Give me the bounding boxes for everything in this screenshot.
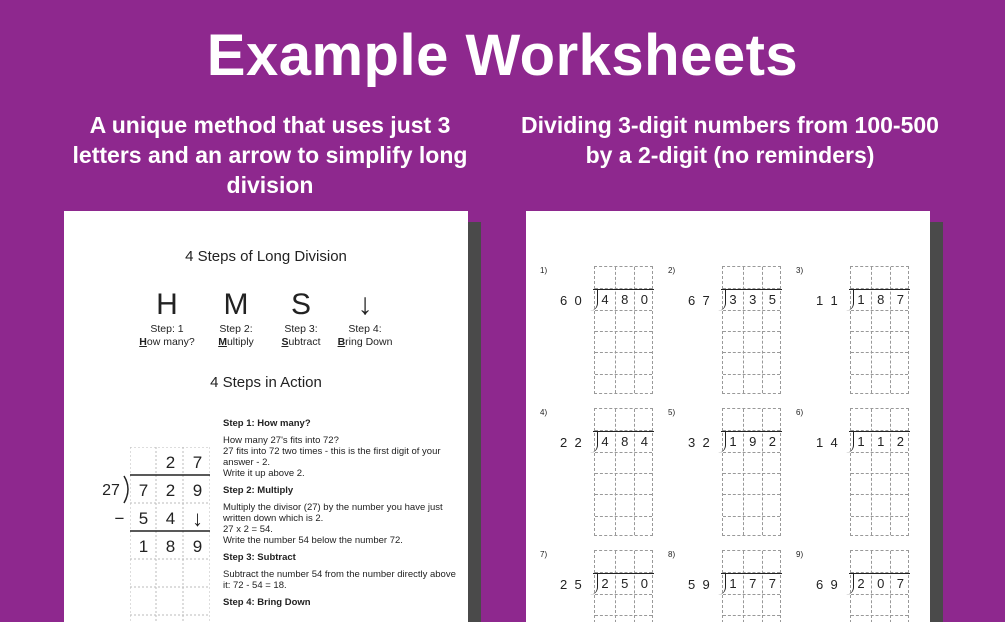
problem-number: 7): [540, 550, 548, 559]
dividend-digit: 4: [601, 292, 609, 307]
problem-number: 9): [796, 550, 804, 559]
dividend-digit: 2: [857, 576, 865, 591]
problem-divisor: 6 9: [816, 577, 838, 592]
dividend-digit: 7: [138, 481, 149, 500]
answer-grid: [594, 408, 653, 536]
action-heading: 4 Steps in Action: [210, 374, 322, 391]
dividend-digit: 0: [640, 576, 648, 591]
division-problem: [796, 408, 924, 548]
division-problem: [540, 550, 668, 622]
dividend-digit: 5: [768, 292, 776, 307]
step-label: Step 3:: [284, 323, 318, 335]
dividend-digit: 7: [896, 576, 904, 591]
answer-grid: [850, 266, 909, 394]
answer-grid: [850, 408, 909, 536]
division-problem: [796, 550, 924, 622]
dividend-digit: 7: [896, 292, 904, 307]
dividend-digit: 1: [729, 434, 737, 449]
problem-number: 8): [668, 550, 676, 559]
steps-heading: 4 Steps of Long Division: [185, 248, 347, 265]
right-subtitle: Dividing 3-digit numbers from 100-500 by a 2-digit (no reminders): [521, 112, 939, 168]
step-initial: H: [139, 336, 147, 348]
step-initial: S: [281, 336, 289, 348]
problem-divisor: 2 2: [560, 435, 582, 450]
step-name: [325, 336, 405, 349]
problem-divisor: 6 7: [688, 293, 710, 308]
difference-digit: 9: [192, 537, 203, 556]
problem-divisor: 3 2: [688, 435, 710, 450]
dividend-digit: 1: [857, 292, 865, 307]
problem-number: 4): [540, 408, 548, 417]
step-symbol: M: [223, 288, 249, 321]
difference-digit: 1: [138, 537, 149, 556]
arrow-down-icon: ↓: [357, 288, 373, 321]
explain-text: Subtract the number 54 from the number directly above it: 72 - 54 = 18.: [223, 569, 456, 591]
step-explanation: [223, 418, 463, 614]
dividend-digit: 3: [749, 292, 757, 307]
answer-grid: [594, 266, 653, 394]
problem-divisor: 2 5: [560, 577, 582, 592]
product-digit: 4: [165, 509, 176, 528]
step-rest: ubtract: [288, 336, 321, 348]
product-digit: 5: [138, 509, 149, 528]
explain-step1-title: Step 1: How many?: [223, 418, 311, 429]
dividend-digit: 0: [640, 292, 648, 307]
quotient-digit: 7: [192, 453, 203, 472]
step-how-many: [127, 287, 207, 349]
dividend-digit: 2: [768, 434, 776, 449]
dividend-digit: 9: [192, 481, 203, 500]
dividend-digit: 8: [621, 434, 629, 449]
right-worksheet-page: [526, 211, 930, 622]
step-rest: ring Down: [345, 336, 393, 348]
explain-text: 27 x 2 = 54.: [223, 524, 273, 535]
dividend-digit: 2: [601, 576, 609, 591]
quotient-digit: 2: [165, 453, 176, 472]
dividend-digit: 7: [768, 576, 776, 591]
explain-step2-title: Step 2: Multiply: [223, 485, 294, 496]
explain-step4-title: Step 4: Bring Down: [223, 597, 311, 608]
dividend-digit: 9: [749, 434, 757, 449]
step-bring-down: [325, 287, 405, 349]
step-label: Step 2:: [219, 323, 253, 335]
right-page-shadow: [930, 222, 943, 622]
dividend-digit: 4: [601, 434, 609, 449]
left-worksheet-page: [64, 211, 468, 622]
explain-text: Write the number 54 below the number 72.: [223, 535, 403, 546]
answer-grid: [594, 550, 653, 622]
answer-grid: [850, 550, 909, 622]
explain-text: How many 27's fits into 72?: [223, 435, 339, 446]
step-rest: ow many?: [146, 336, 195, 348]
division-problem: [540, 408, 668, 548]
dividend-digit: 5: [621, 576, 629, 591]
dividend-digit: 4: [640, 434, 648, 449]
step-label: Step: 1: [150, 323, 184, 335]
step-initial: B: [337, 336, 346, 348]
explain-text: Multiply the divisor (27) by the number you have just written down which is 2.: [223, 502, 443, 524]
dividend-digit: 8: [621, 292, 629, 307]
problem-number: 3): [796, 266, 804, 275]
answer-grid: [722, 266, 781, 394]
problem-divisor: 1 4: [816, 435, 838, 450]
problem-number: 1): [540, 266, 548, 275]
dividend-digit: 7: [749, 576, 757, 591]
dividend-digit: 1: [729, 576, 737, 591]
division-problem: [668, 266, 796, 406]
division-problem: [668, 408, 796, 548]
explain-step3-title: Step 3: Subtract: [223, 552, 296, 563]
left-subtitle: A unique method that uses just 3 letters and an arrow to simplify long division: [72, 112, 468, 198]
explain-text: 27 fits into 72 two times - this is the first digit of your answer - 2.: [223, 446, 441, 468]
explain-text: Write it up above 2.: [223, 468, 305, 479]
problem-number: 2): [668, 266, 676, 275]
step-symbol: S: [290, 288, 311, 321]
division-problem: [796, 266, 924, 406]
minus-sign: −: [114, 509, 125, 528]
dividend-digit: 8: [877, 292, 885, 307]
divisor: 27: [102, 482, 120, 499]
answer-grid: [722, 408, 781, 536]
arrow-down-icon: ↓: [192, 506, 203, 531]
dividend-digit: 1: [877, 434, 885, 449]
problem-divisor: 5 9: [688, 577, 710, 592]
division-problem: [540, 266, 668, 406]
dividend-digit: 3: [729, 292, 737, 307]
step-symbol: H: [156, 288, 178, 321]
step-rest: ultiply: [226, 336, 254, 348]
problem-divisor: 1 1: [816, 293, 838, 308]
problem-number: 6): [796, 408, 804, 417]
page-title: Example Worksheets: [206, 23, 799, 88]
step-initial: M: [218, 336, 227, 348]
dividend-digit: 1: [857, 434, 865, 449]
division-problem: [668, 550, 796, 622]
problem-number: 5): [668, 408, 676, 417]
problem-divisor: 6 0: [560, 293, 582, 308]
dividend-digit: 2: [896, 434, 904, 449]
dividend-digit: 0: [877, 576, 885, 591]
step-label: Step 4:: [348, 323, 382, 335]
answer-grid: [722, 550, 781, 622]
dividend-digit: 2: [165, 481, 176, 500]
left-page-shadow: [468, 222, 481, 622]
difference-digit: 8: [165, 537, 176, 556]
step-name: [127, 336, 207, 349]
